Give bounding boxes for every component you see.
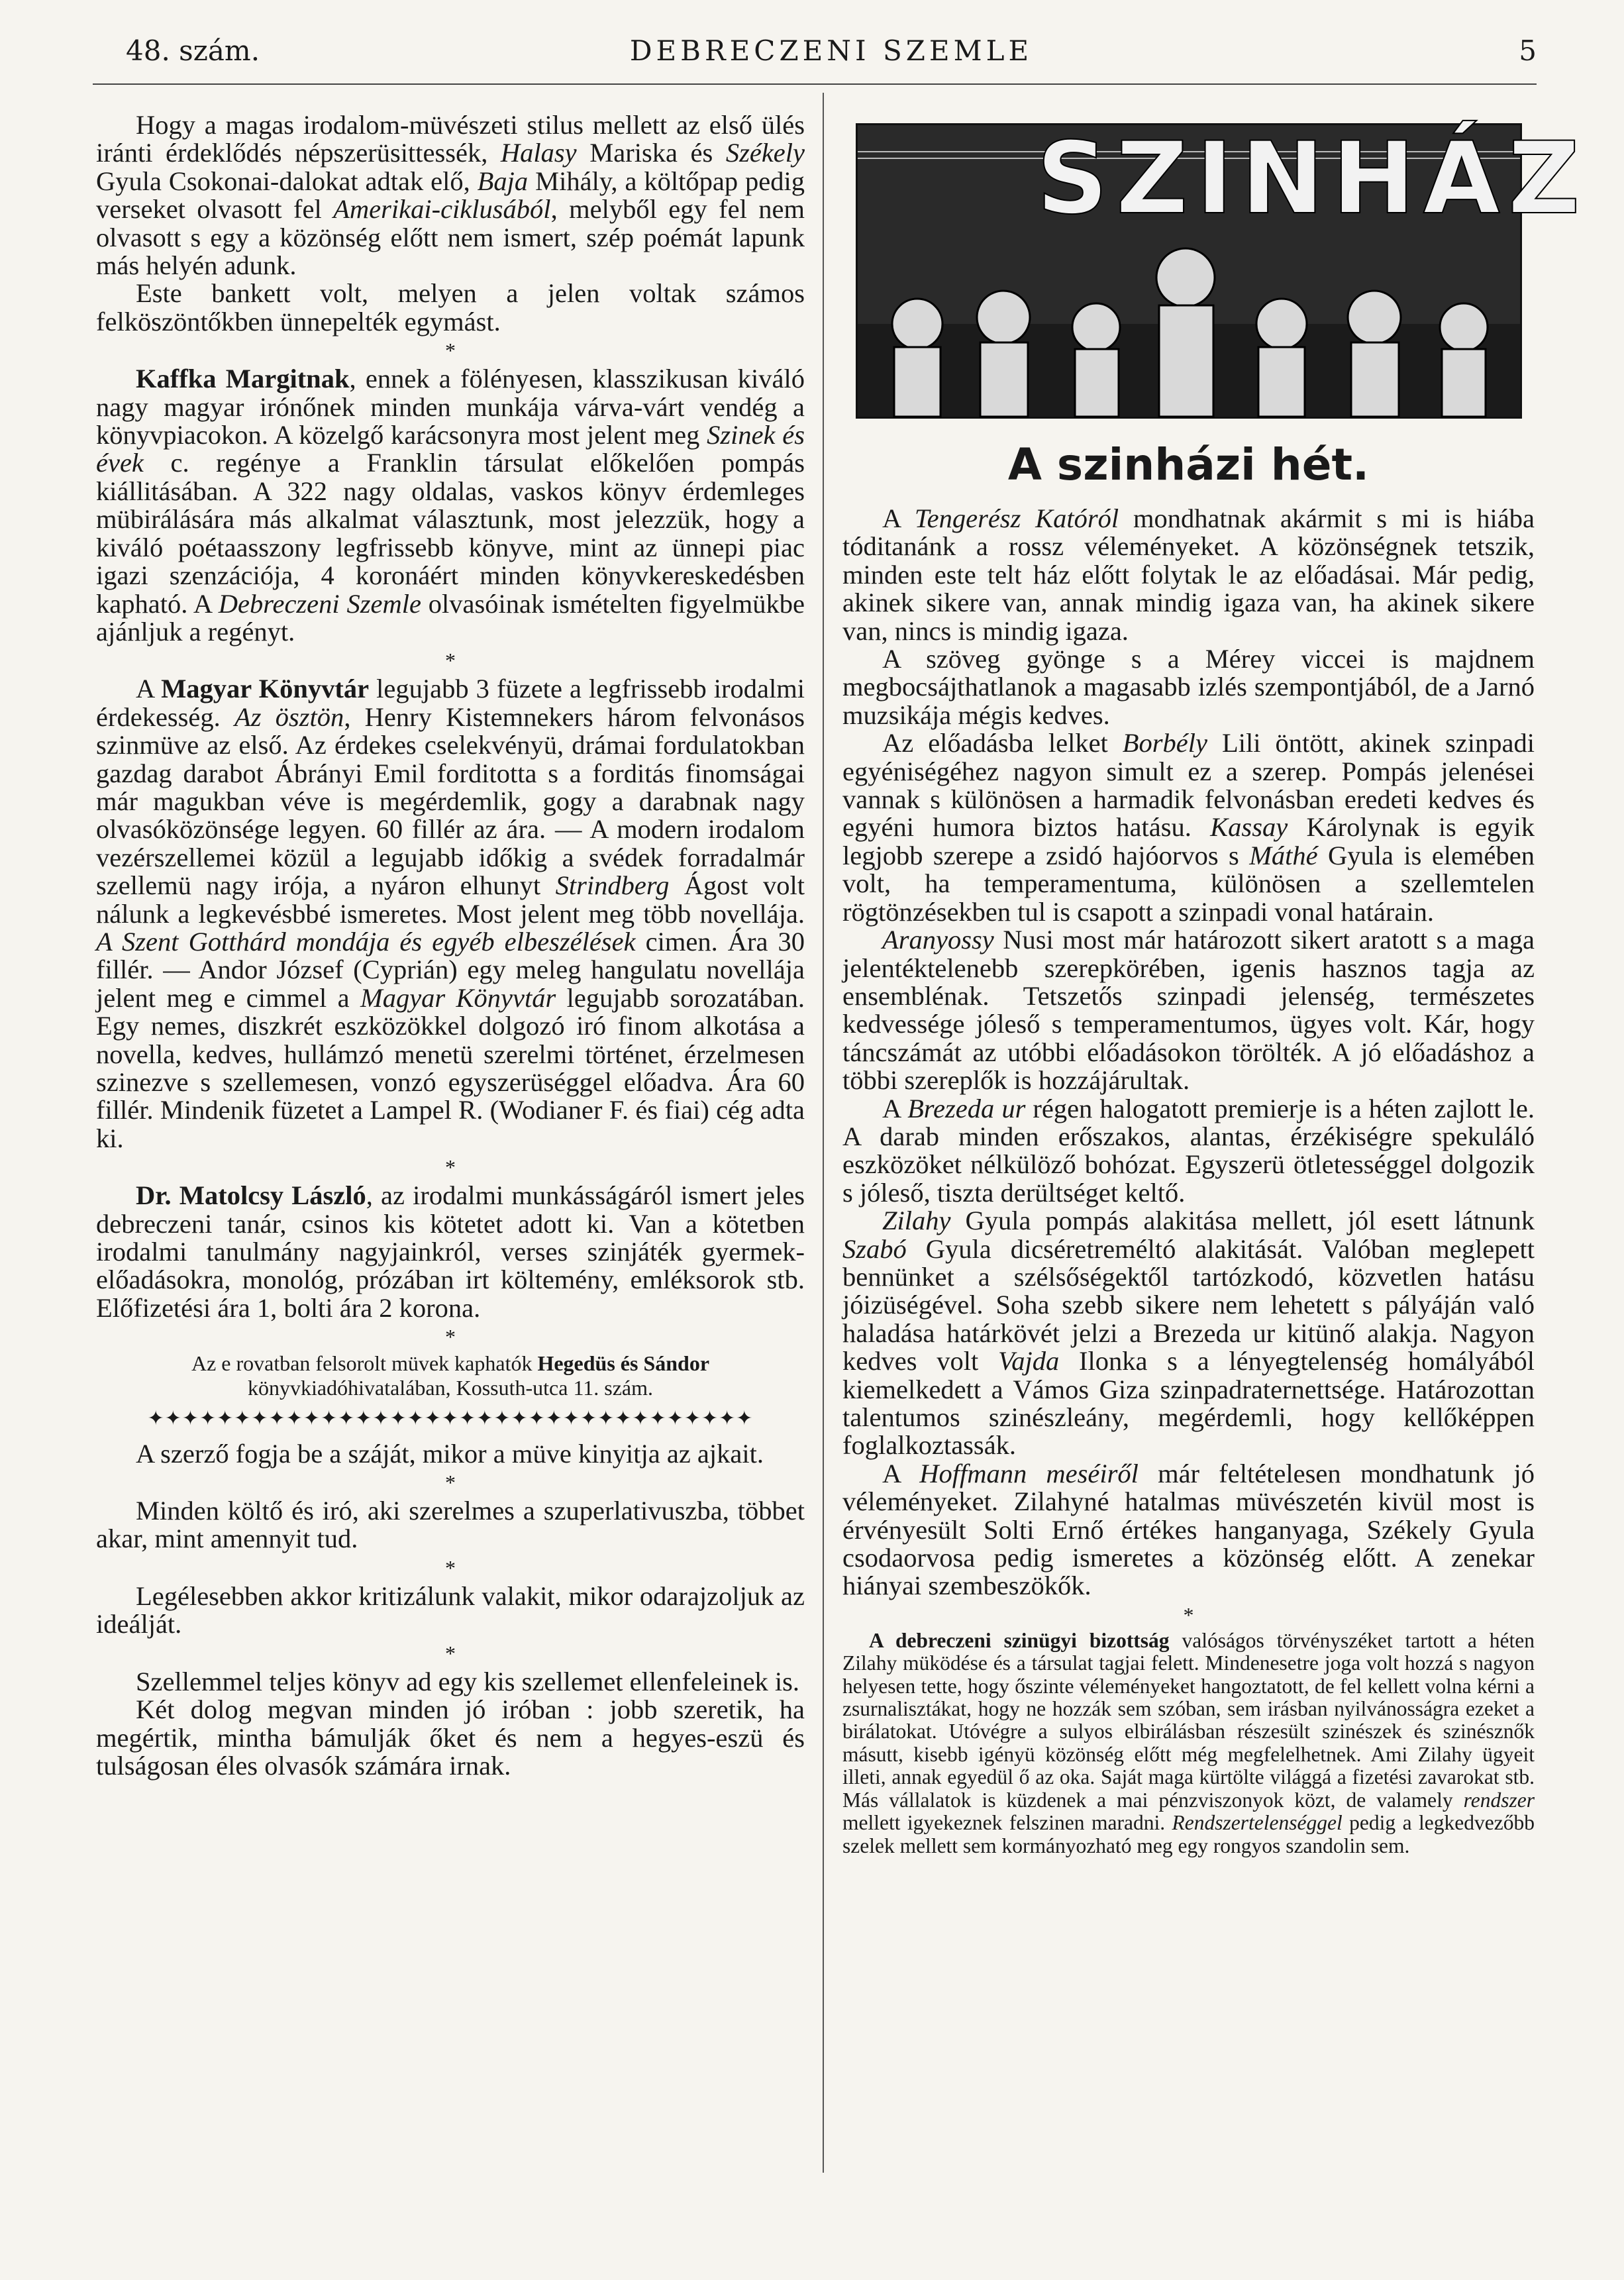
committee-notice-text: A debreczeni szinügyi bizottság valóságos törvényszéket tartott a héten Zilahy müködése és a társulat tagjai felett. Mindenesetre joga volt hozzá s nagyon helyesen tette, hogy őszinte véleményeket hangoztatott, de fel kellett volna kérni a zsurnalisztákat, hogy ne hozzák sem szóban, sem irásban nyilvánosságra ezeket a birálatokat. Utóvégre a sulyos elbirálásban részesült szinészek és szinésznők másutt, kisebb igényü közönség előtt még megfelelhetnek. Ami Zilahy ügyeit illeti, annak egyedül ő az oka. Saját maga kürtölte világgá a fizetési zavarokat stb. Más vállalatok is küzdenek a mai pénzviszonyok közt, de valamely rendszer mellett igyekeznek felszinen maradni. Rendszertelenséggel pedig a legkedvezőbb szelek mellett sem kormányozható meg egy rongyos szandolin sem. — [842, 1628, 1535, 1857]
section-star: * — [445, 1471, 456, 1495]
left-column — [96, 111, 805, 1780]
aphorism-5: Két dolog megvan minden jó iróban : jobb szeretik, ha megértik, mintha bámulják őket és nem a hegyes-eszü és tulságosan éles olvasók számára irnak. — [96, 1694, 805, 1781]
aphorism-2: Minden költő és iró, aki szerelmes a szuperlativuszba, többet akar, mint amennyit tud. — [96, 1496, 805, 1554]
header-rule — [93, 83, 1537, 85]
paragraph-kaffka: Kaffka Margitnak, ennek a fölényesen, klasszikusan kiváló nagy magyar irónőnek minden munkája várva-várt vendég a könyvpiacokon. A közelgő karácsonyra most jelent meg Szinek és évek c. regénye a Franklin társulat előkelően pompás kiállitásában. A 322 nagy oldalas, vaskos könyv érdemleges mübirálására más alkalmat választunk, most jelezzük, hogy a kiváló poétaasszony legfrissebb könyve, mint az ünnepi piac igazi szenzációja, 4 koronáért minden könyvkereskedésben kapható. A Debreczeni Szemle olvasóinak ismételten figyelmükbe ajánljuk a regényt. — [96, 364, 805, 647]
paragraph-toasts: Este bankett volt, melyen a jelen voltak számos felköszöntőkben ünnepelték egymást. — [96, 278, 805, 337]
paragraph-matolcsy: Dr. Matolcsy László, az irodalmi munkásságáról ismert jeles debreczeni tanár, csinos kis kötetet adott ki. Van a kötetben irodalmi tanulmány nagyjainkról, verses szinjáték gyermek-előadásokra, monológ, prózában irt költemény, emléksorok stb. Előfizetési ára 1, bolti ára 2 korona. — [96, 1180, 805, 1323]
column-divider — [823, 93, 824, 2173]
review-zilahy: Zilahy Gyula pompás alakitása mellett, jól esett látnunk Szabó Gyula dicséretreméltó alakitását. Valóban meglepett bennünket a szélsőségektől tartózkodó, közvetlen hatásu jóizüségével. Soha szebb sikere nem lehetett s pályáján való haladása határkövét jelzi a Brezeda ur kitünő alakja. Nagyon kedves volt Vajda Ilonka s a lényegtelenség homályából kiemelkedett a Vámos Giza szinpadraternettsége. Határozottan talentumos szinészleány, megérdemli, hogy kellőképpen foglalkoztassák. — [842, 1206, 1535, 1461]
banner-title: SZINHÁZ — [1037, 121, 1588, 236]
section-star: * — [445, 1325, 456, 1349]
section-star: * — [1183, 1602, 1194, 1627]
review-tengeresz: A Tengerész Katóról mondhatnak akármit s mi is hiába tóditanánk a rossz véleményeket. A közönségnek tetszik, minden este telt ház előtt folytak le az előadásai. Már pedig, akinek sikere van, annak mindig igaza van, ha akinek sikere van, nincs is mindig igaza. — [842, 503, 1535, 646]
aphorism-4: Szellemmel teljes könyv ad egy kis szellemet ellenfeleinek is. — [136, 1666, 800, 1696]
section-star: * — [445, 648, 456, 673]
right-column — [842, 111, 1588, 1857]
committee-notice — [842, 1630, 1535, 1857]
paragraph-magyar-konyvtar: A Magyar Könyvtár legujabb 3 füzete a legfrissebb irodalmi érdekesség. Az ösztön, Henry Kistemnekers három felvonásos szinmüve az első. Az érdekes cselekvényü, drámai fordulatokban gazdag darabot Ábrányi Emil forditotta s a forditás finomságai már magukban véve is megérdemlik, gogy a darabnak nagy olvasóközönsége legyen. 60 fillér az ára. — A modern irodalom vezérszellemei közül a legujabb időkig a svédek forradalmár szellemü nagy irója, a nyáron elhunyt Strindberg Ágost volt nálunk a legkevésbbé ismeretes. Most jelent meg több novellája. A Szent Gotthárd mondája és egyéb elbeszélések cimen. Ára 30 fillér. — Andor József (Cyprián) egy meleg hangulatu novellája jelent meg e cimmel a Magyar Könyvtár legujabb sorozatában. Egy nemes, diszkrét eszközökkel dolgozó iró finom alkotása a novella, kedves, hullámzó menetü szerelmi történet, érzelmesen szinezve s szellemesen, vonzó egyszerüséggel előadva. Ára 60 fillér. Mindenik füzetet a Lampel R. (Wodianer F. és fiai) cég adta ki. — [96, 674, 805, 1153]
review-text-music: A szöveg gyönge s a Mérey viccei is majdnem megbocsájthatlanok a magasabb izlés szempontjából, de a Jarnó muzsikája mégis kedves. — [842, 644, 1535, 730]
issue-number: 48. szám. — [126, 34, 260, 67]
review-cast: Az előadásba lelket Borbély Lili öntött, akinek szinpadi egyéniségéhez nagyon simult ez a szerep. Pompás jelenései vannak s különösen a harmadik felvonásban eredeti kedves és egyéni humora biztos hatásu. Kassay Károlynak is egyik legjobb szerepe a zsidó hajóorvos s Máthé Gyula is elemében volt, ha temperamentuma, különösen a szellemtelen rögtönzésekben tul is csapott a szinpadi vonal határain. — [842, 728, 1535, 927]
section-star: * — [445, 338, 456, 363]
page-header — [126, 34, 1537, 74]
page-number: 5 — [1519, 34, 1537, 67]
section-star: * — [445, 1641, 456, 1665]
aphorism-3: Legélesebben akkor kritizálunk valakit, mikor odarajzoljuk az ideálját. — [96, 1580, 805, 1639]
aphorism-1: A szerző fogja be a száját, mikor a müve kinyitja az ajkait. — [136, 1438, 764, 1469]
ornament-divider: ✦✦✦✦✦✦✦✦✦✦✦✦✦✦✦✦✦✦✦✦✦✦✦✦✦✦✦✦✦✦✦✦✦✦✦ — [147, 1408, 754, 1430]
section-heading: A szinházi hét. — [1007, 439, 1370, 490]
theatre-banner-illustration — [856, 121, 1588, 419]
review-hoffmann: A Hoffmann meséiről már feltételesen mondhatunk jó véleményeket. Zilahyné hatalmas müvészetén kivül most is érvényesült Solti Ernő értékes hanganyaga, Székely Gyula csodaorvosa pedig ismeretes a közönség előtt. A zenekar hiányai szembeszökők. — [842, 1458, 1535, 1601]
section-star: * — [445, 1155, 456, 1180]
paragraph-availability-note: Az e rovatban felsorolt müvek kaphatók Hegedüs és Sándor könyvkiadóhivatalában, Kossuth-utca 11. szám. — [191, 1351, 710, 1400]
review-aranyossy: Aranyossy Nusi most már határozott sikert aratott s a maga jelentéktelenebb szerepkörében, igenis hasznos tagja az ensemblénak. Tetszetős szinpadi jelenség, természetes kedvessége jóleső s temperamentumos, ügyes volt. Kár, hogy táncszámát az utóbbi előadásokon törölték. A jó előadáshoz a többi szereplők is hozzájárultak. — [842, 925, 1535, 1096]
section-star: * — [445, 1555, 456, 1580]
paragraph-banquet: Hogy a magas irodalom-müvészeti stilus mellett az első ülés iránti érdeklődés népszerüsittessék, Halasy Mariska és Székely Gyula Csokonai-dalokat adtak elő, Baja Mihály, a költőpap pedig verseket olvasott fel Amerikai-ciklusából, melyből egy fel nem olvasott s egy a közönség előtt nem ismert, szép poémát lapunk más helyén adunk. — [96, 110, 805, 281]
review-brezeda: A Brezeda ur régen halogatott premierje is a héten zajlott le. A darab minden erőszakos, alantas, érzékiségre spekuláló eszközöket nélkülöző bohózat. Egyszerü ötletességgel dolgozik s jóleső, tiszta derültséget keltő. — [842, 1093, 1535, 1208]
journal-title: DEBRECZENI SZEMLE — [629, 34, 1033, 67]
